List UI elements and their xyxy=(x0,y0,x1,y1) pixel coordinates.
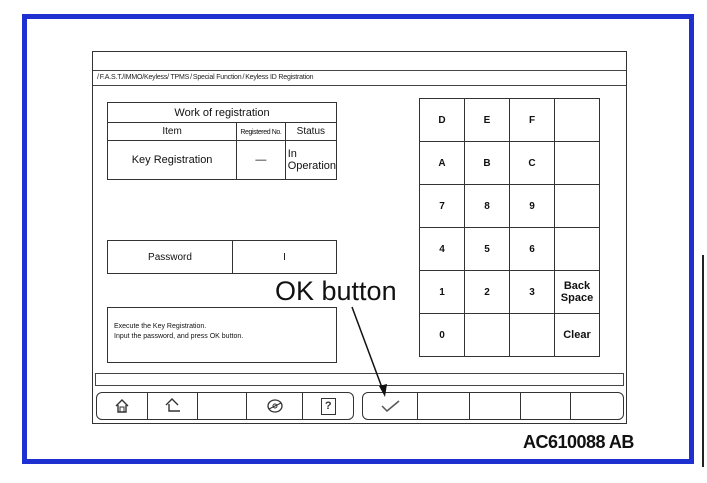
key-d[interactable]: D xyxy=(420,99,465,142)
key-7[interactable]: 7 xyxy=(420,185,465,228)
key-0[interactable]: 0 xyxy=(420,314,465,357)
password-input[interactable]: I xyxy=(283,251,286,263)
registered-no-cell: — xyxy=(237,141,286,180)
page-edge xyxy=(702,255,704,467)
key-5[interactable]: 5 xyxy=(465,228,510,271)
header-status: Status xyxy=(285,123,336,141)
status-cell: In Operation xyxy=(285,141,336,180)
message-line: Execute the Key Registration. xyxy=(114,323,207,330)
key-9[interactable]: 9 xyxy=(510,185,555,228)
breadcrumb-item: Keyless ID Registration xyxy=(245,74,314,81)
help-icon: ? xyxy=(321,398,336,415)
message-line: Input the password, and press OK button. xyxy=(114,333,244,340)
clear-key[interactable]: Clear xyxy=(555,314,600,357)
key-e[interactable]: E xyxy=(465,99,510,142)
breadcrumb: /F.A.S.T./IMMO/Keyless/ TPMS/Special Function/Keyless ID Registration xyxy=(97,74,314,81)
item-cell: Key Registration xyxy=(108,141,237,180)
key-f[interactable]: F xyxy=(510,99,555,142)
header-registered-no: Registered No. xyxy=(240,129,282,136)
key-a[interactable]: A xyxy=(420,142,465,185)
breadcrumb-item[interactable]: Special Function xyxy=(192,74,242,81)
figure-code: AC610088 AB xyxy=(523,432,634,452)
key-c[interactable]: C xyxy=(510,142,555,185)
key-3[interactable]: 3 xyxy=(510,271,555,314)
ok-button-annotation: OK button xyxy=(275,276,397,306)
key-b[interactable]: B xyxy=(465,142,510,185)
key-8[interactable]: 8 xyxy=(465,185,510,228)
header-item: Item xyxy=(108,123,237,141)
password-label: Password xyxy=(108,241,233,273)
key-4[interactable]: 4 xyxy=(420,228,465,271)
key-6[interactable]: 6 xyxy=(510,228,555,271)
work-table-title: Work of registration xyxy=(108,103,337,123)
backspace-key[interactable]: Back Space xyxy=(555,271,600,314)
key-1[interactable]: 1 xyxy=(420,271,465,314)
breadcrumb-item[interactable]: F.A.S.T./IMMO/Keyless/ TPMS xyxy=(99,74,190,81)
key-2[interactable]: 2 xyxy=(465,271,510,314)
